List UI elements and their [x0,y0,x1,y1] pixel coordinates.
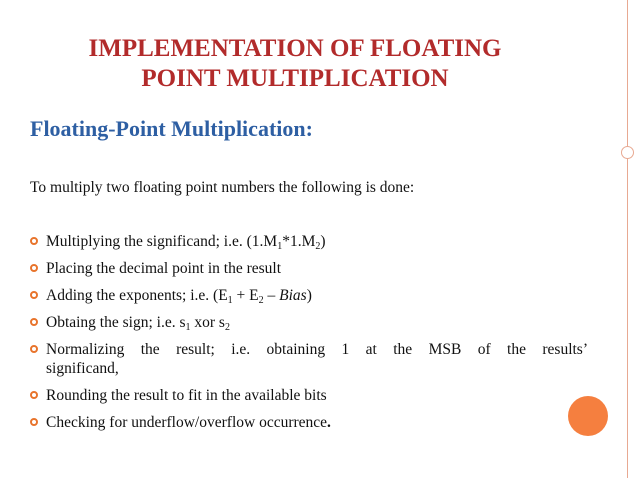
bullet-text: Checking for underflow/overflow occurrence. [46,414,331,431]
right-border-line [627,0,628,478]
bullet-text-line-1: Normalizing the result; i.e. obtaining 1 at the MSB of the results’ [46,341,588,358]
bullet-list [30,232,588,440]
list-item [30,259,588,278]
slide-title [0,34,590,94]
circle-bullet-icon [30,391,38,399]
list-item [30,340,588,378]
bullet-text: Placing the decimal point in the result [46,260,282,277]
bullet-text: Multiplying the significand; i.e. $(1.M_1*1.M_2)$ [46,233,326,252]
bullet-text [46,340,588,378]
bullet-text-line-2: significand, [46,360,119,377]
circle-bullet-icon [30,345,38,353]
circle-bullet-icon [30,418,38,426]
circle-bullet-icon [30,318,38,326]
list-item [30,386,588,405]
list-item [30,232,588,251]
circle-bullet-icon [30,237,38,245]
title-line-2: POINT MULTIPLICATION [141,65,449,92]
circle-bullet-icon [30,264,38,272]
bullet-text: Adding the exponents; i.e. ($E_1 + E_2$ – Bias) [46,287,312,306]
bullet-text: Rounding the result to fit in the available bits [46,387,327,404]
intro-text: To multiply two floating point numbers the following is done: [30,179,415,196]
title-line-1: IMPLEMENTATION OF FLOATING [88,35,502,62]
list-item [30,413,588,432]
section-heading: Floating-Point Multiplication: [30,116,313,141]
decorative-small-circle-icon [621,146,634,159]
list-item [30,313,588,332]
list-item [30,286,588,305]
bullet-text: Obtaing the sign; i.e. $s_1$ xor $s_2$ [46,314,230,333]
circle-bullet-icon [30,291,38,299]
